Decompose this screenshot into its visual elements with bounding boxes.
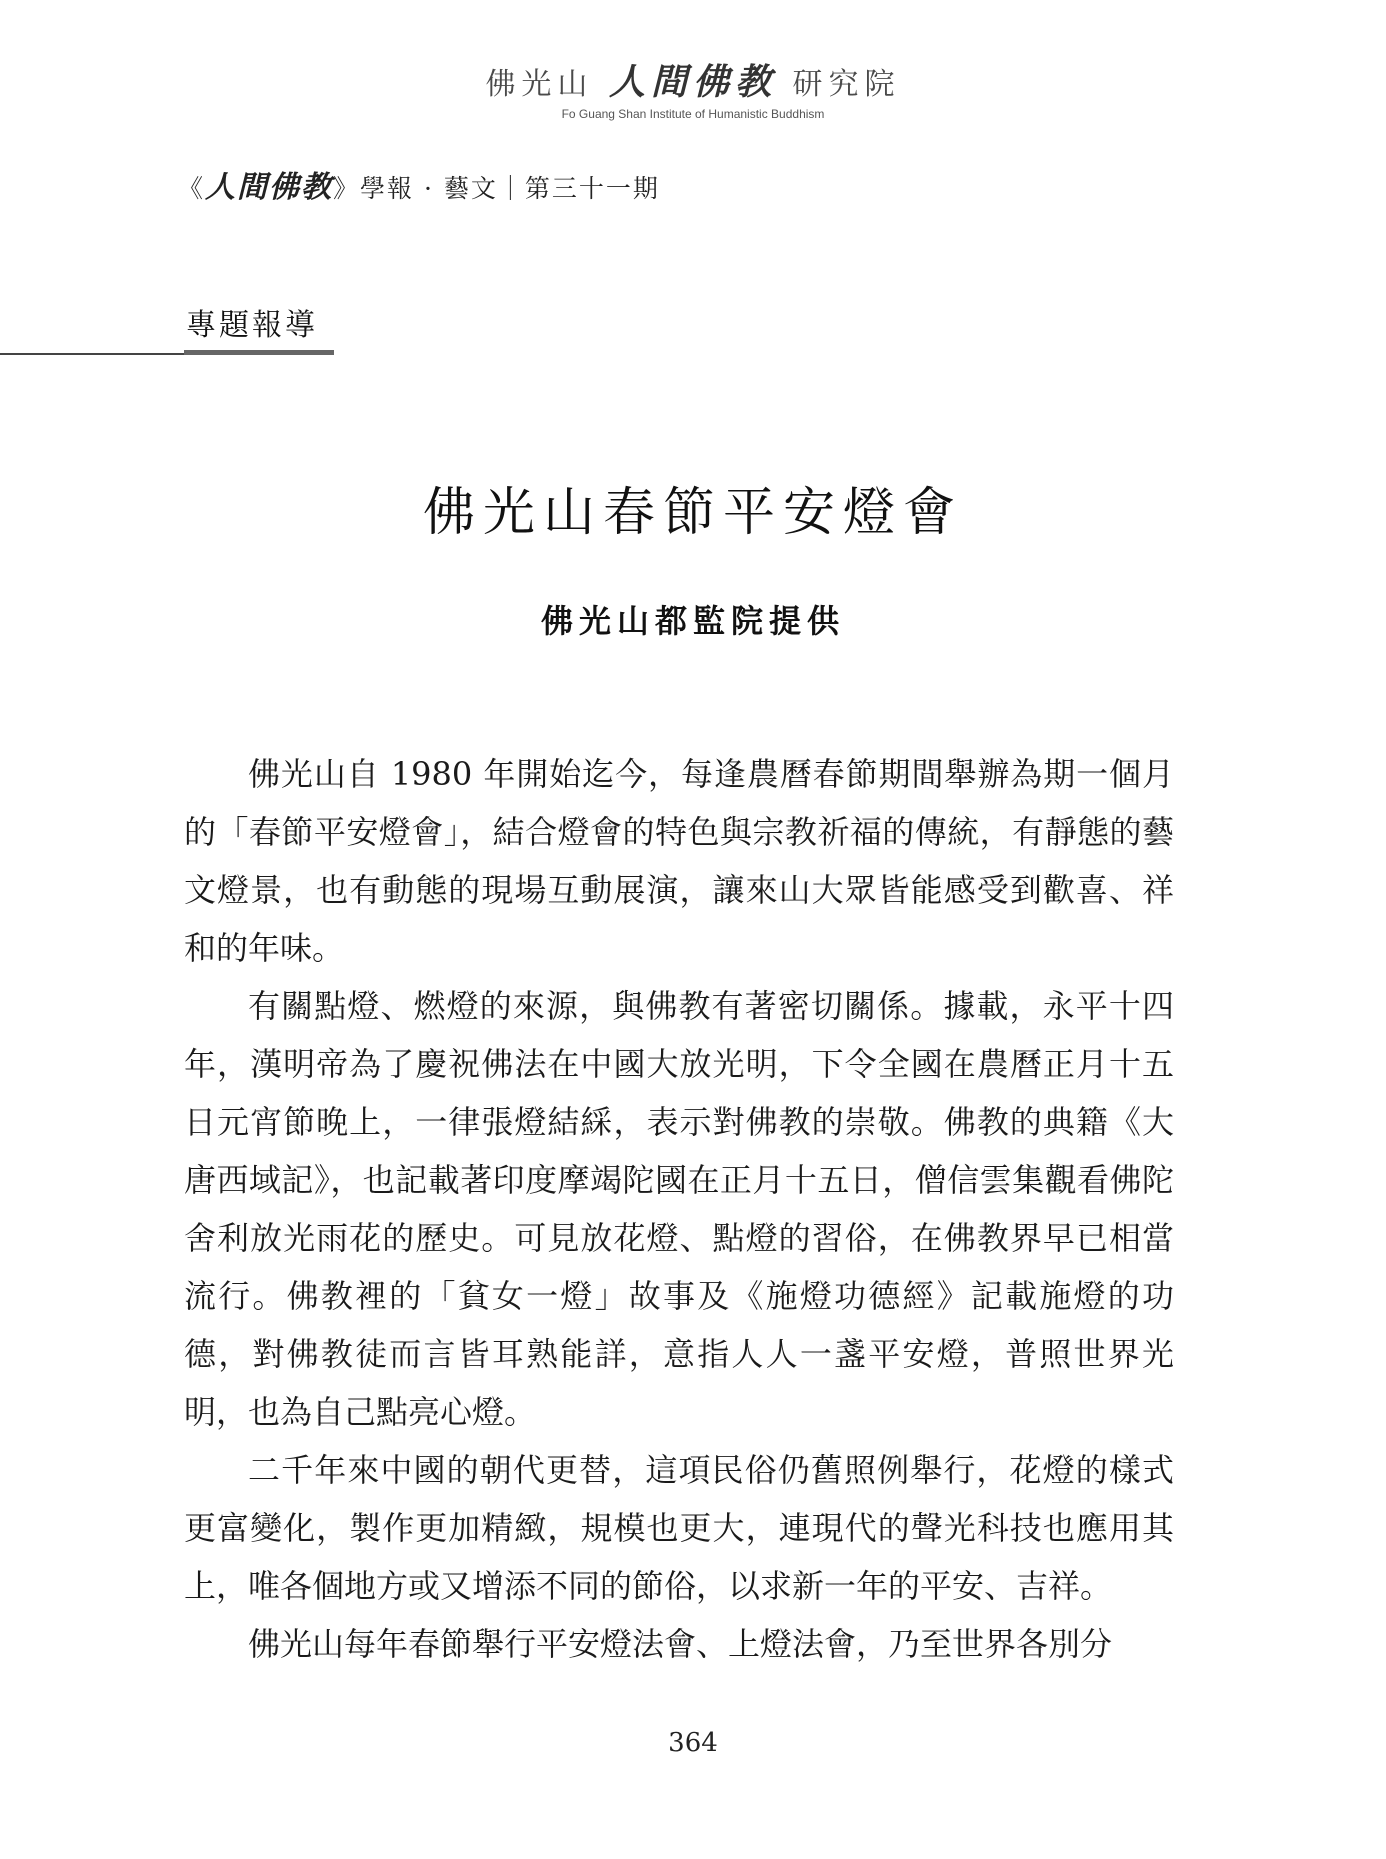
institute-header [0, 62, 1386, 121]
section-divider-accent [184, 350, 334, 355]
institute-name [0, 62, 1386, 105]
journal-issue-line [178, 162, 660, 206]
article-body [184, 745, 1174, 1673]
institute-english-name: Fo Guang Shan Institute of Humanistic Buddhism [561, 107, 825, 121]
paragraph: 佛光山每年春節舉行平安燈法會、上燈法會，乃至世界各別分 [248, 1625, 1113, 1663]
journal-open-bracket: 《 [178, 174, 206, 203]
institute-name-suffix: 研究院 [792, 67, 901, 102]
journal-name: 人間佛教 [205, 170, 334, 205]
paragraph: 二千年來中國的朝代更替，這項民俗仍舊照例舉行，花燈的樣式更富變化，製作更加精緻，規模也更大，連現代的聲光科技也應用其上，唯各個地方或又增添不同的節俗，以求新一年的平安、吉祥。 [184, 1451, 1174, 1605]
institute-brand-logo: 人間佛教 [608, 61, 777, 103]
section-label: 專題報導 [186, 308, 318, 343]
paragraph: 佛光山自 1980 年開始迄今，每逢農曆春節期間舉辦為期一個月的「春節平安燈會」，結合燈會的特色與宗教祈福的傳統，有靜態的藝文燈景，也有動態的現場互動展演，讓來山大眾皆能感受到歡喜、祥和的年味。 [184, 755, 1174, 967]
page-number: 364 [668, 1728, 718, 1758]
article-author: 佛光山都監院提供 [540, 602, 845, 640]
paragraph: 有關點燈、燃燈的來源，與佛教有著密切關係。據載，永平十四年，漢明帝為了慶祝佛法在中國大放光明，下令全國在農曆正月十五日元宵節晚上，一律張燈結綵，表示對佛教的崇敬。佛教的典籍《大唐西域記》，也記載著印度摩竭陀國在正月十五日，僧信雲集觀看佛陀舍利放光雨花的歷史。可見放花燈、點燈的習俗，在佛教界早已相當流行。佛教裡的「貧女一燈」故事及《施燈功德經》記載施燈的功德，對佛教徒而言皆耳熟能詳，意指人人一盞平安燈，普照世界光明，也為自己點亮心燈。 [184, 987, 1174, 1431]
institute-name-prefix: 佛光山 [485, 67, 594, 102]
article-title: 佛光山春節平安燈會 [422, 483, 963, 543]
journal-issue-info: 》學報 · 藝文｜第三十一期 [333, 174, 660, 203]
